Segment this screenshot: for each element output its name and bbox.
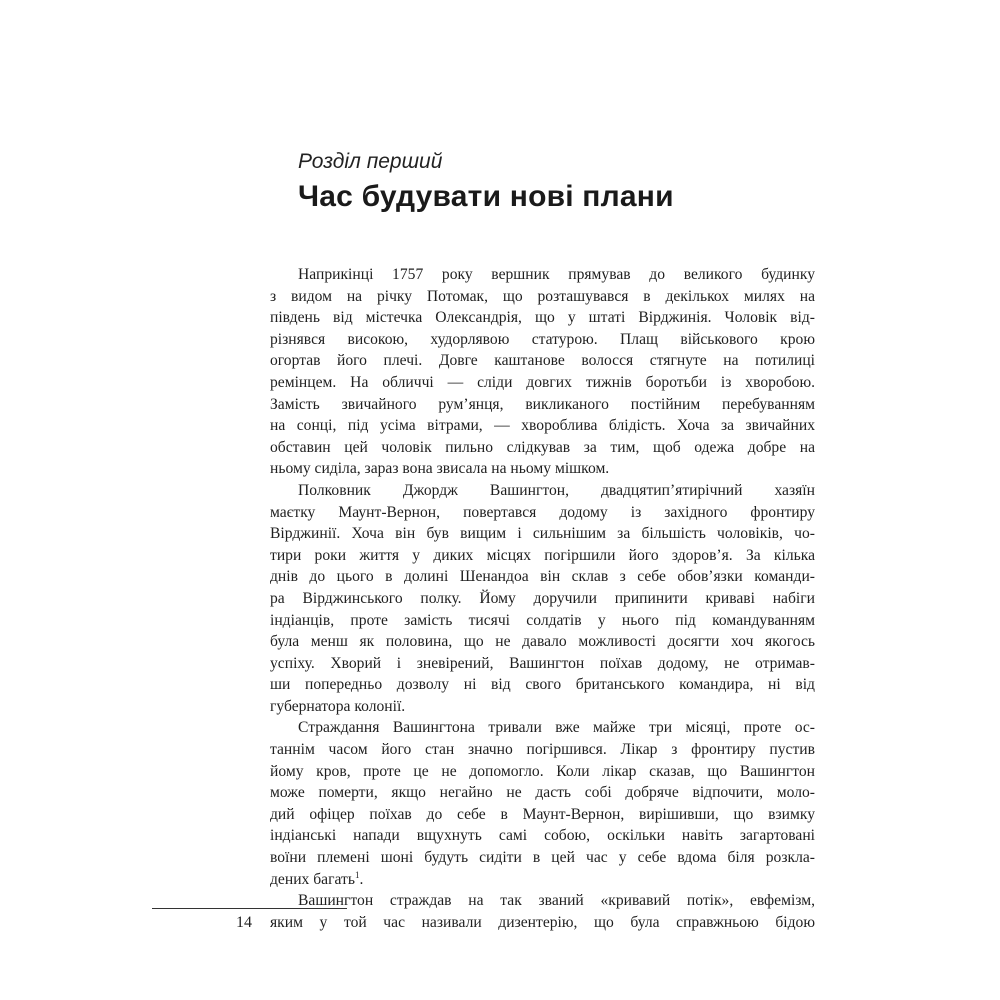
text-line: ши попередньо дозволу ні від свого британського командира, ні від [270,676,815,694]
text-line: індіанців, проте замість тисячі солдатів у нього під командуванням [270,611,815,629]
text-line: тири роки життя у диких місцях погіршили його здоров’я. За кілька [270,546,815,564]
paragraph-4 [270,890,815,933]
text-line: успіху. Хворий і зневірений, Вашингтон поїхав додому, не отримав- [270,654,815,672]
text-line: ньому сиділа, зараз вона звисала на ньому мішком. [270,460,610,478]
text-line: Вірджинії. Хоча він був вищим і сильнішим за більшість чоловіків, чо- [270,525,815,543]
text-line-with-footnote [270,869,815,891]
text-line: була менш як половина, що не давало можливості досягти хоч якогось [270,633,815,651]
text-line: маєтку Маунт-Вернон, повертався додому із західного фронтиру [270,503,815,521]
page-number: 14 [236,914,252,931]
text-line: губернатора колонії. [270,697,406,715]
text-line: воїни племені шоні будуть сидіти в цей час у себе вдома біля розкла- [270,849,815,867]
text-line: з видом на річку Потомак, що розташувався в декількох милях на [270,287,815,305]
text-line: ра Вірджинського полку. Йому доручили припинити криваві набіги [270,589,815,607]
text-fragment: дених багать [270,870,355,888]
text-line: може померти, якщо негайно не дасть собі добряче відпочити, моло- [270,784,815,802]
text-line: індіанські напади вщухнуть самі собою, оскільки навіть загартовані [270,827,815,845]
text-line: яким у той час називали дизентерію, що була справжньою бідою [270,913,815,931]
text-line: південь від містечка Олександрія, що у штаті Вірджинія. Чоловік від- [270,309,815,327]
text-line: Наприкінці 1757 року вершник прямував до великого будинку [298,266,815,283]
chapter-label: Розділ перший [298,150,443,173]
text-line: йому кров, проте це не допомогло. Коли лікар сказав, що Вашингтон [270,762,815,780]
chapter-title: Час будувати нові плани [298,180,674,213]
paragraph-3 [270,717,815,890]
paragraph-1 [270,264,815,480]
text-fragment: . [359,870,364,888]
body-text [270,264,815,933]
text-line: Замість звичайного рум’янця, викликаного постійним перебуванням [270,395,815,413]
text-line: обставин цей чоловік пильно слідкував за тим, щоб одежа добре на [270,438,815,456]
footnote-reference[interactable]: 1 [354,869,360,880]
footer-rule [152,908,347,909]
text-line: Страждання Вашингтона тривали вже майже три місяці, проте ос- [298,719,815,737]
text-line: днів до цього в долині Шенандоа він склав з себе обов’язки команди- [270,568,815,586]
text-line: огортав його плечі. Довге каштанове волосся стягнуте на потилиці [270,352,815,370]
text-line: на сонці, під усіма вітрами, — хвороблива блідість. Хоча за звичайних [270,417,815,435]
text-line: дий офіцер поїхав до себе в Маунт-Вернон, вирішивши, що взимку [270,805,815,823]
text-line: ремінцем. На обличчі — сліди довгих тижнів боротьби із хворобою. [270,373,815,391]
text-line: Вашингтон страждав на так званий «кривавий потік», евфемізм, [298,892,815,910]
text-line: різнявся високою, худорлявою статурою. Плащ військового крою [270,330,815,348]
text-line: таннім часом його стан значно погіршився. Лікар з фронтиру пустив [270,741,815,759]
text-line: Полковник Джордж Вашингтон, двадцятип’ятирічний хазяїн [298,481,815,499]
paragraph-2 [270,480,815,718]
